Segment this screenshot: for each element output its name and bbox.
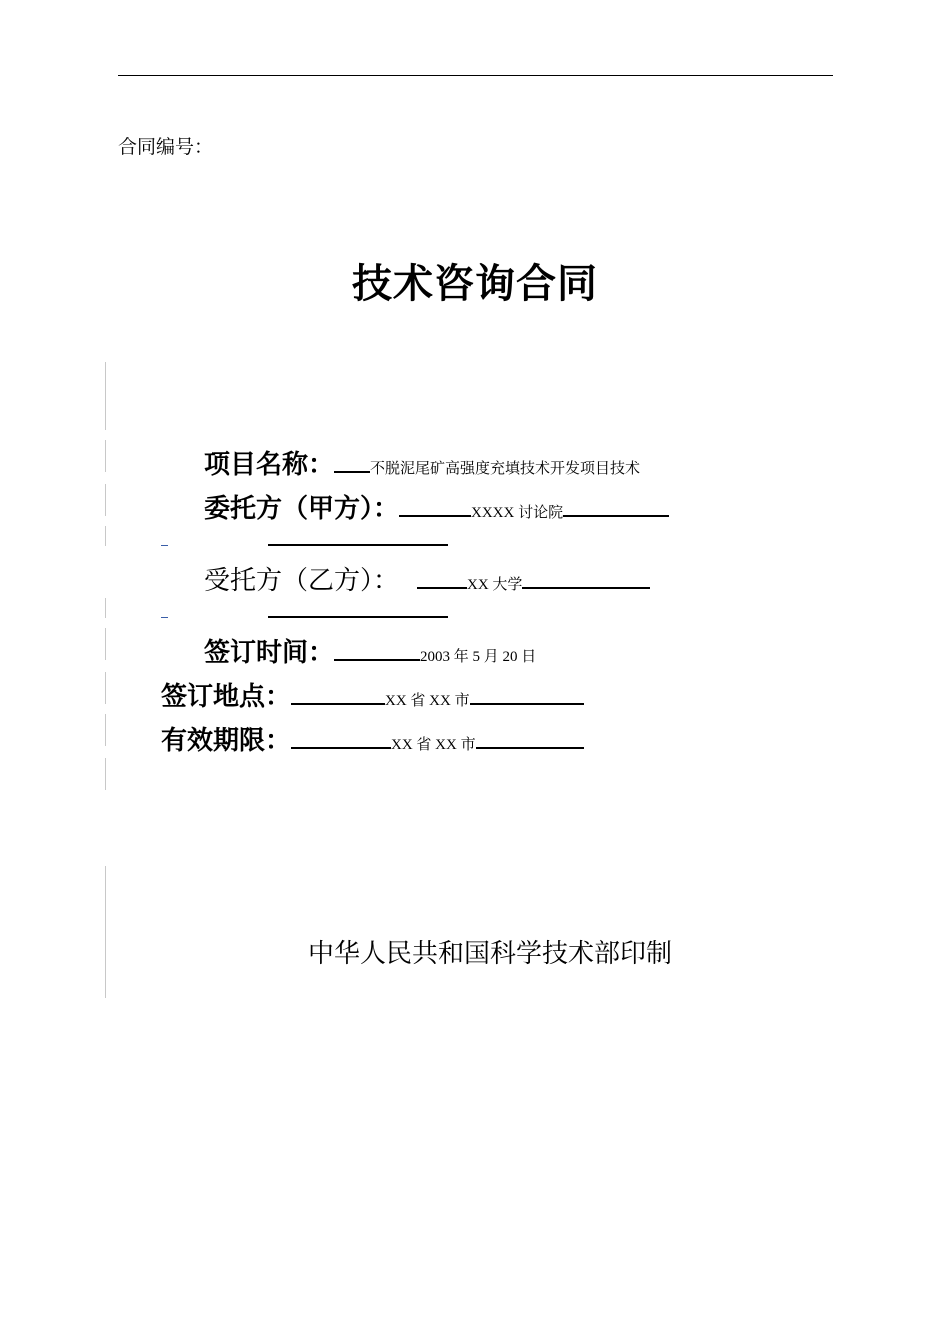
field-client [204,488,669,525]
contract-number-label: 合同编号： [118,136,214,158]
issuer-footer: 中华人民共和国科学技术部印制 [307,939,672,969]
margin-bar [105,526,106,546]
contractor-label: 受托方（乙方）： [204,566,400,596]
margin-bar [105,672,106,704]
margin-bar [105,598,106,618]
project-name-label: 项目名称： [204,450,335,480]
client-value: XXXX 讨论院 [471,505,564,521]
fill-line [399,493,471,517]
fill-line [417,565,467,589]
fill-line-continued [268,544,448,546]
fill-line [563,493,669,517]
fill-line [470,681,584,705]
margin-bar [105,484,106,516]
margin-bar [105,628,106,660]
field-sign-place [161,676,584,713]
fill-line [476,725,584,749]
field-contractor [204,560,650,597]
fill-line-continued [268,616,448,618]
field-project-name [204,444,640,481]
fill-line [522,565,650,589]
sign-place-label: 签订地点： [161,682,292,712]
client-label: 委托方（甲方）： [204,494,400,524]
field-validity [161,720,584,757]
validity-value: XX 省 XX 市 [391,737,476,753]
margin-bar [105,714,106,746]
field-sign-date [204,632,536,669]
fill-line [334,637,420,661]
revision-mark [161,617,168,618]
sign-date-value: 2003 年 5 月 20 日 [420,649,537,665]
contractor-value: XX 大学 [467,577,523,593]
project-name-value: 不脱泥尾矿高强度充填技术开发项目技术 [370,461,641,477]
fill-line [291,725,391,749]
margin-bar [105,440,106,472]
sign-place-value: XX 省 XX 市 [385,693,470,709]
fill-line [291,681,385,705]
fill-line [334,449,370,473]
margin-bar [105,362,106,430]
margin-bar [105,866,106,998]
sign-date-label: 签订时间： [204,638,335,668]
header-rule [118,75,833,76]
margin-bar [105,758,106,790]
validity-label: 有效期限： [161,726,292,756]
document-title: 技术咨询合同 [352,261,598,307]
revision-mark [161,545,168,546]
